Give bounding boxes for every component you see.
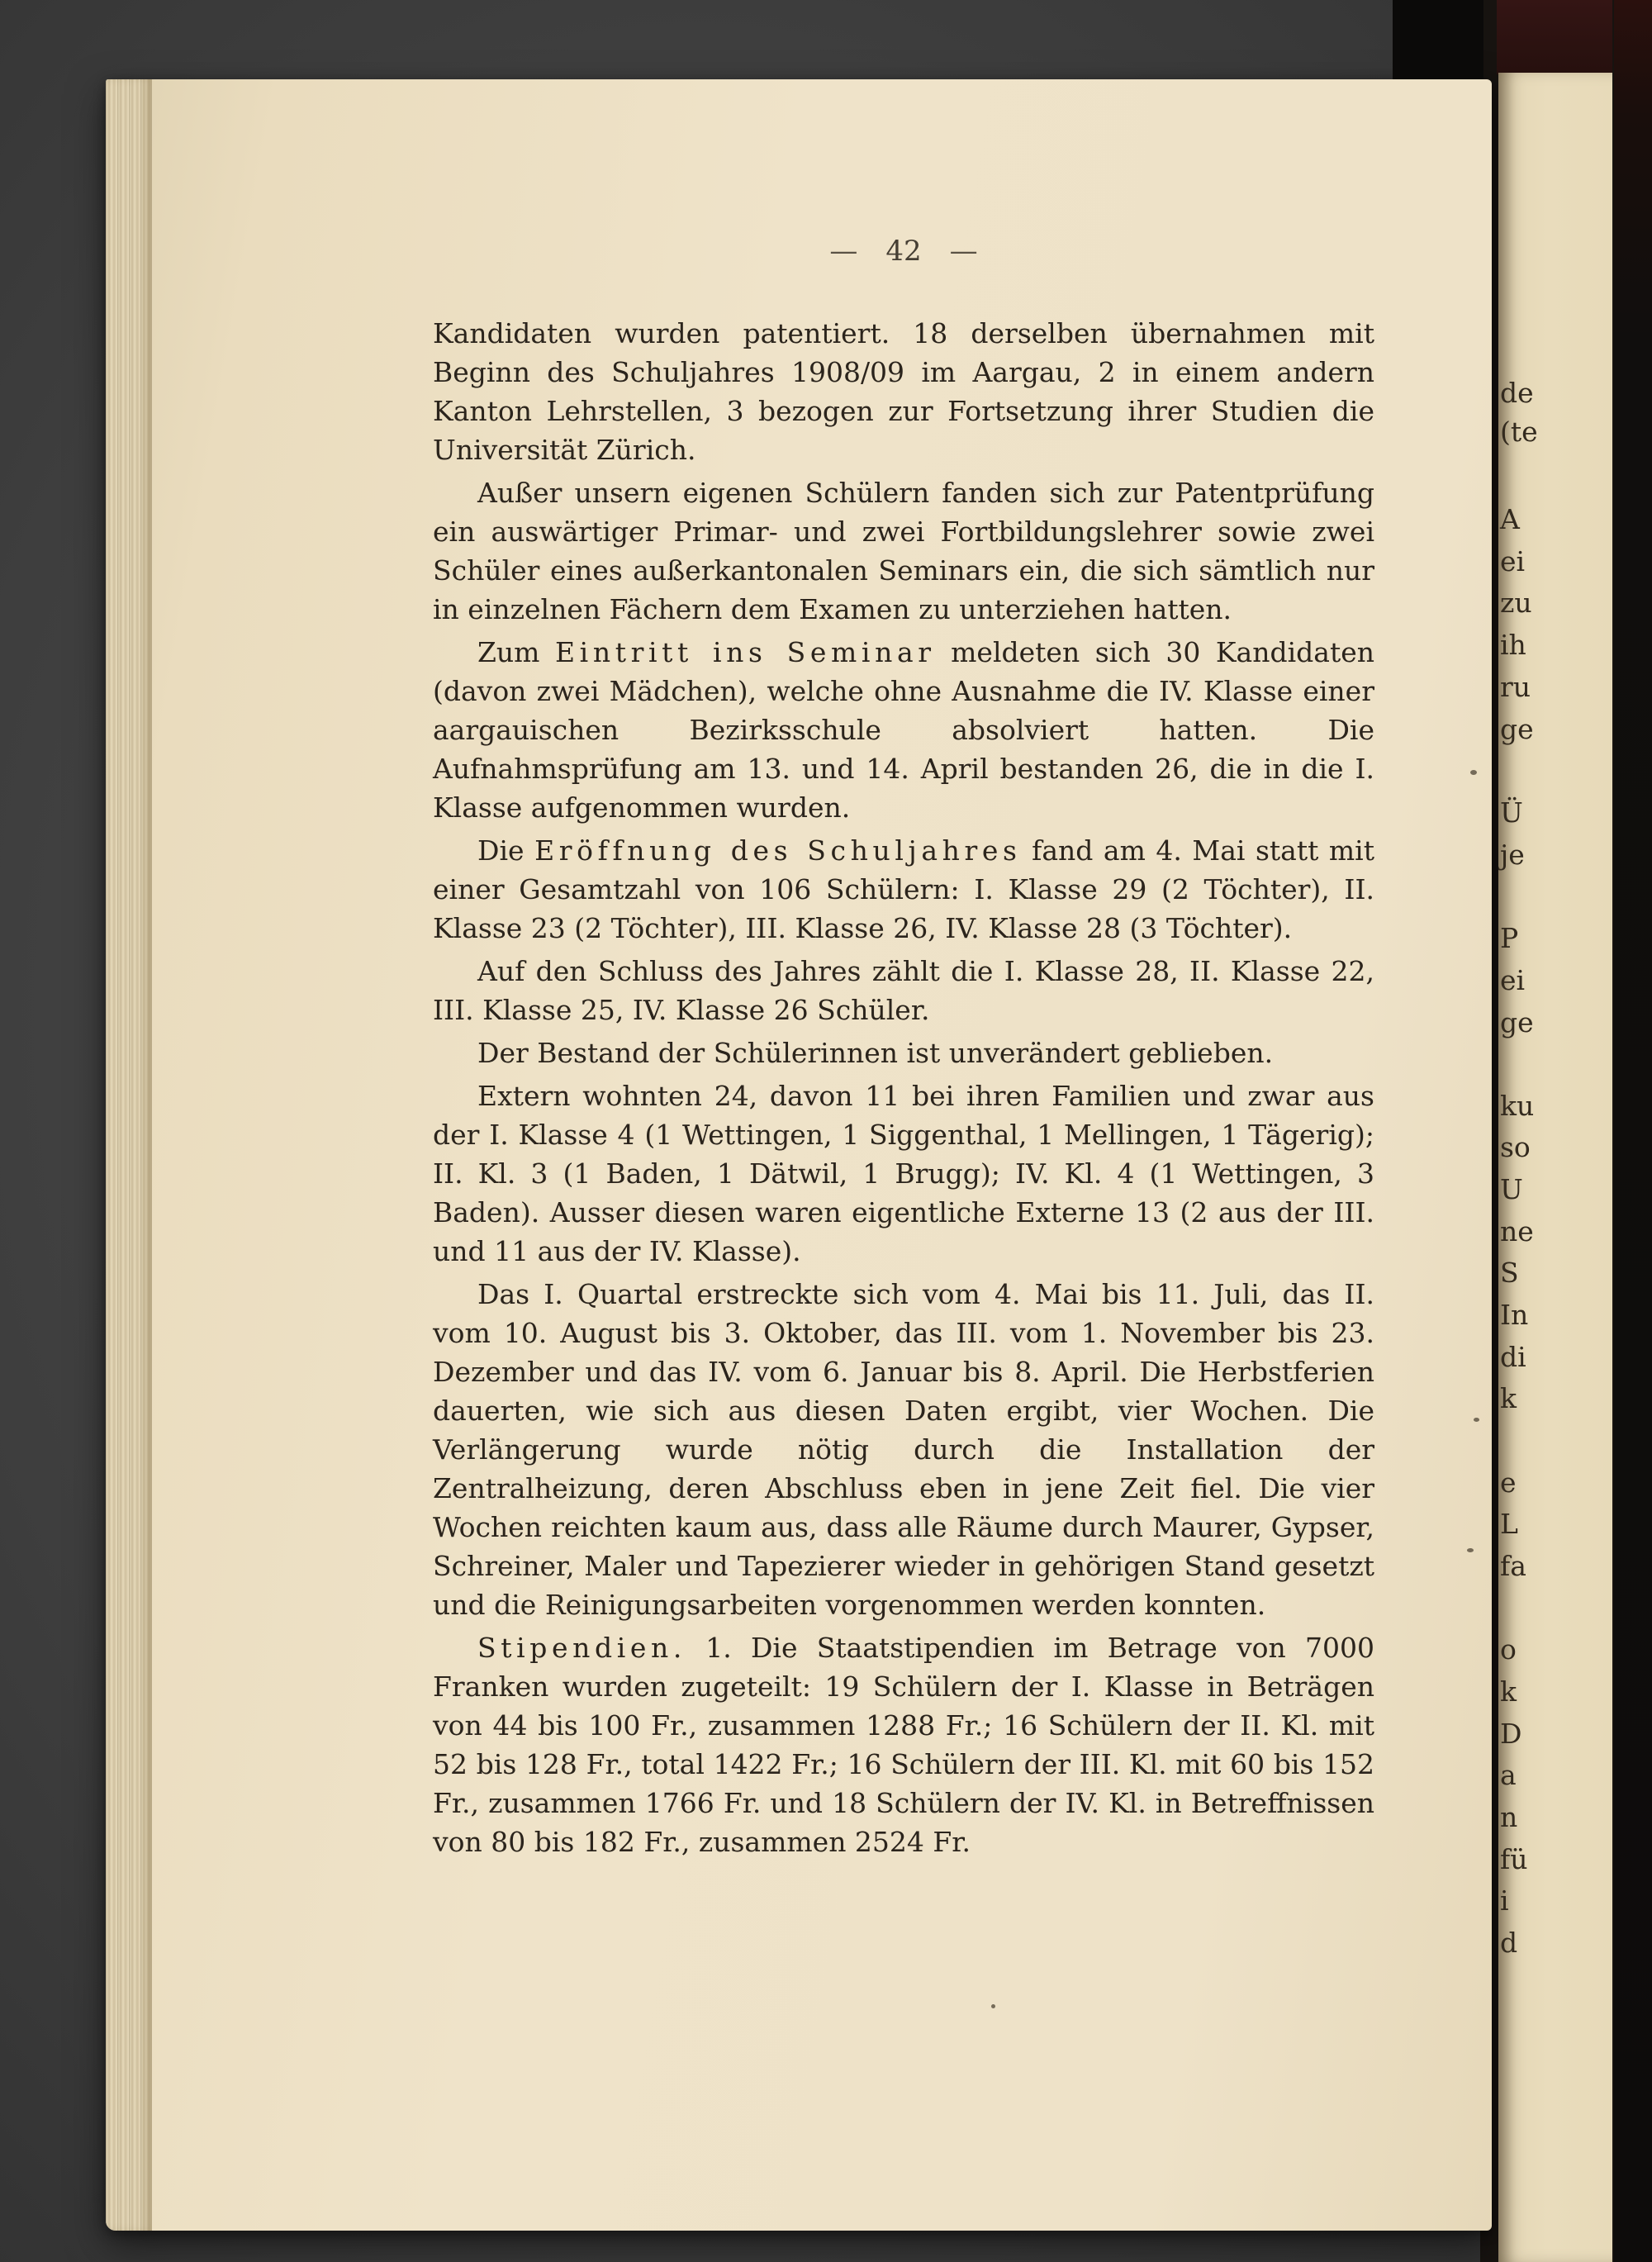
text-run: Kandidaten wurden patentiert. 18 derselben übernahmen mit Beginn des Schuljahres 1908/09 im Aargau, 2 in einem andern Kanton Lehrstellen, 3 bezogen zur Fortsetzung ihrer Studien die Universität Zürich.: [433, 317, 1374, 466]
next-page-text-fragment: ei: [1500, 964, 1526, 996]
page-number: [433, 235, 1374, 268]
paragraph: [433, 1034, 1374, 1072]
text-run: Zum: [477, 636, 555, 668]
emphasized-text-run: Stipendien.: [477, 1632, 686, 1664]
next-page-text-fragment: e: [1500, 1466, 1517, 1499]
next-page-text-fragment: P: [1500, 922, 1519, 954]
next-page-text-fragment: U: [1500, 1173, 1523, 1205]
next-page-text-fragment: L: [1500, 1508, 1518, 1540]
next-page-text-fragment: ku: [1500, 1090, 1535, 1122]
next-page-text-fragment: di: [1500, 1341, 1526, 1373]
book-page: [106, 79, 1492, 2231]
next-page-text-fragment: fa: [1500, 1550, 1526, 1582]
next-page-text-fragment: S: [1500, 1257, 1519, 1289]
scan-speck: [1474, 1418, 1479, 1422]
next-page-text-fragment: d: [1500, 1927, 1518, 1959]
scan-speck: [1470, 770, 1477, 775]
next-page-text-fragment: i: [1500, 1884, 1509, 1917]
body-text: [433, 314, 1374, 1861]
next-page-text-fragment: A: [1500, 503, 1520, 535]
next-page-text-fragment: n: [1500, 1801, 1518, 1833]
next-page-text-fragment: fü: [1500, 1843, 1528, 1875]
emphasized-text-run: Eröffnung des Schuljahres: [534, 834, 1022, 867]
paragraph: [433, 1628, 1374, 1861]
cover-top-edge: [1497, 0, 1612, 74]
cover-gap-top: [1393, 0, 1483, 79]
next-page-text-fragment: je: [1500, 839, 1525, 871]
next-page-text-fragment: k: [1500, 1382, 1517, 1414]
next-page-text-fragment: ei: [1500, 545, 1526, 577]
next-page-text-fragment: ru: [1500, 671, 1531, 703]
next-page-sliver: [1498, 73, 1612, 2262]
text-run: Das I. Quartal erstreckte sich vom 4. Mai bis 11. Juli, das II. vom 10. August bis 3. Oktober, das III. vom 1. November bis 23. Dezember und das IV. vom 6. Januar bis 8. April. Die Herbstferien dauerten, wie sich aus diesen Daten ergibt, vier Wochen. Die Verlängerung wurde nötig durch die Installation der Zentralheizung, deren Abschluss eben in jene Zeit fiel. Die vier Wochen reichten kaum aus, dass alle Räume durch Maurer, Gypser, Schreiner, Maler und Tapezierer wieder in gehörigen Stand gesetzt und die Reinigungsarbeiten vorgenommen werden konnten.: [433, 1278, 1374, 1621]
next-page-text-fragment: ge: [1500, 713, 1534, 745]
next-page-text-fragment: zu: [1500, 587, 1532, 619]
next-page-text-fragment: ge: [1500, 1006, 1534, 1038]
text-run: Die: [477, 834, 535, 867]
paragraph: [433, 473, 1374, 629]
next-page-text-fragment: so: [1500, 1131, 1531, 1163]
next-page-text-fragment: (te: [1500, 416, 1538, 448]
next-page-text-fragment: de: [1500, 377, 1534, 409]
page-number-dash: —: [949, 235, 978, 268]
page-edge-stack: [106, 79, 152, 2231]
page-number-value: 42: [885, 235, 922, 268]
scan-speck: [1467, 1548, 1474, 1552]
paragraph: [433, 314, 1374, 469]
page-number-dash: —: [829, 235, 858, 268]
paragraph: [433, 831, 1374, 948]
emphasized-text-run: Eintritt ins Seminar: [554, 636, 936, 668]
text-run: Außer unsern eigenen Schülern fanden sich zur Patentprüfung ein auswärtiger Primar- und zwei Fortbildungslehrer sowie zwei Schüler eines außerkantonalen Seminars ein, die sich sämtlich nur in einzelnen Fächern dem Examen zu unterziehen hatten.: [433, 477, 1374, 625]
paragraph: [433, 1076, 1374, 1271]
next-page-text-fragment: o: [1500, 1633, 1517, 1666]
text-run: fand am 4. Mai statt mit einer Gesamtzahl von 106 Schülern: I. Klasse 29 (2 Töchter), II. Klasse 23 (2 Töchter), III. Klasse 26, IV. Klasse 28 (3 Töchter).: [433, 834, 1374, 944]
text-run: 1. Die Staatstipendien im Betrage von 7000 Franken wurden zugeteilt: 19 Schülern der I. Klasse in Beträgen von 44 bis 100 Fr., zusammen 1288 Fr.; 16 Schülern der II. Kl. mit 52 bis 128 Fr., total 1422 Fr.; 16 Schülern der III. Kl. mit 60 bis 152 Fr., zusammen 1766 Fr. und 18 Schülern der IV. Kl. in Betreffnissen von 80 bis 182 Fr., zusammen 2524 Fr.: [433, 1632, 1374, 1858]
scan-speck: [991, 2004, 995, 2008]
text-run: Der Bestand der Schülerinnen ist unverändert geblieben.: [477, 1037, 1274, 1069]
paragraph: [433, 633, 1374, 827]
next-page-text-fragment: In: [1500, 1299, 1529, 1331]
next-page-text-fragment: D: [1500, 1718, 1522, 1750]
next-page-text-fragment: k: [1500, 1675, 1517, 1708]
next-page-text-fragment: ne: [1500, 1215, 1534, 1247]
next-page-text-fragment: ih: [1500, 629, 1526, 661]
next-page-text-fragment: a: [1500, 1759, 1517, 1791]
paragraph: [433, 1275, 1374, 1624]
next-page-text-fragment: Ü: [1500, 796, 1523, 829]
text-run: meldeten sich 30 Kandidaten (davon zwei Mädchen), welche ohne Ausnahme die IV. Klasse einer aargauischen Bezirksschule absolviert hatten. Die Aufnahmsprüfung am 13. und 14. April bestanden 26, die in die I. Klasse aufgenommen wurden.: [433, 636, 1375, 824]
paragraph: [433, 952, 1374, 1029]
binding-strip: [1614, 0, 1652, 2262]
text-run: Extern wohnten 24, davon 11 bei ihren Familien und zwar aus der I. Klasse 4 (1 Wettingen, 1 Siggenthal, 1 Mellingen, 1 Tägerig); II. Kl. 3 (1 Baden, 1 Dätwil, 1 Brugg); IV. Kl. 4 (1 Wettingen, 3 Baden). Ausser diesen waren eigentliche Externe 13 (2 aus der III. und 11 aus der IV. Klasse).: [433, 1080, 1374, 1267]
page-content: [433, 235, 1374, 1861]
text-run: Auf den Schluss des Jahres zählt die I. Klasse 28, II. Klasse 22, III. Klasse 25, IV. Klasse 26 Schüler.: [433, 955, 1374, 1026]
